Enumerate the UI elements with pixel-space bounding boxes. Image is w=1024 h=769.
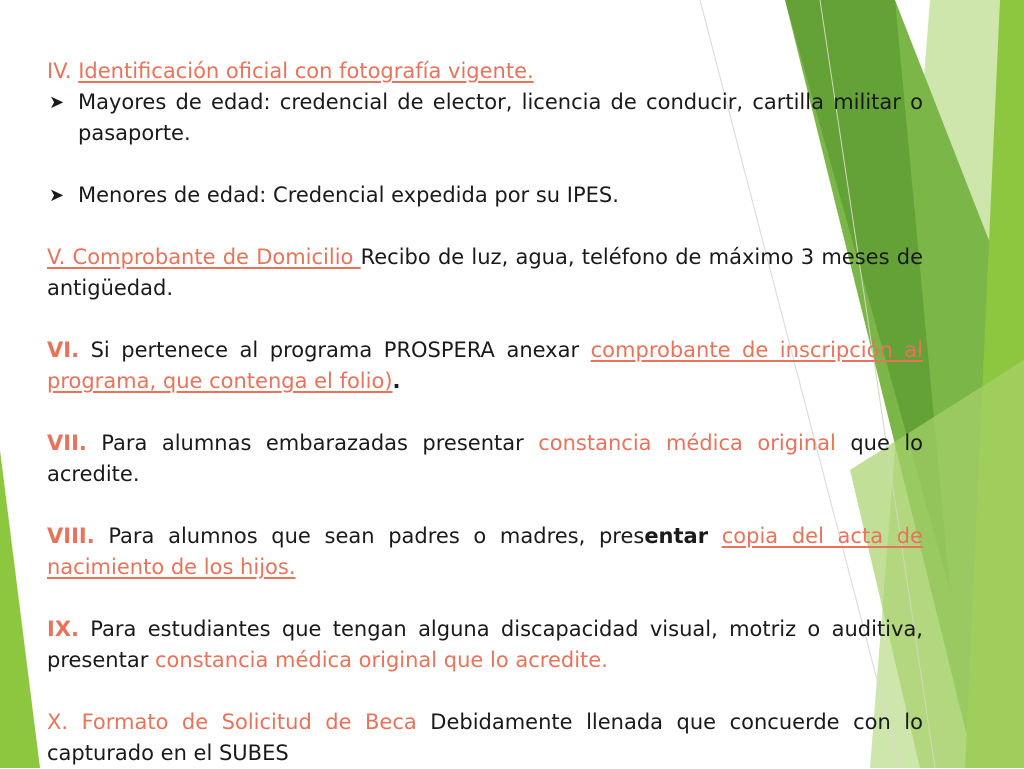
spacer [47, 583, 923, 614]
spacer [47, 304, 923, 335]
spacer [47, 211, 923, 242]
arrowhead-bullet-icon: ➤ [49, 92, 65, 113]
item-vi-text: Si pertenece al programa PROSPERA anexar [79, 338, 591, 362]
spacer [47, 149, 923, 180]
item-x-title: X. Formato de Solicitud de Beca [47, 710, 417, 734]
item-viii-bold: entar [644, 524, 709, 548]
item-x-text: Debidamente llenada que concuerde con lo capturado en el SUBES [47, 710, 923, 765]
item-iv-number: IV. [47, 59, 72, 83]
item-vi-end: . [392, 369, 401, 393]
item-v-text: Recibo de luz, agua, teléfono de máximo 3 meses de antigüedad. [47, 245, 923, 300]
item-viii [47, 521, 923, 583]
item-iv [47, 56, 923, 87]
item-vi-number: VI. [47, 338, 80, 362]
arrowhead-bullet-icon: ➤ [49, 185, 65, 206]
item-v [47, 242, 923, 304]
bullet-minors-text: Menores de edad: Credencial expedida por su IPES. [78, 183, 619, 207]
spacer [47, 490, 923, 521]
item-vi [47, 335, 923, 397]
slide-content [47, 56, 923, 769]
item-x [47, 707, 923, 769]
item-vii-highlight: constancia médica original [538, 431, 836, 455]
item-vii [47, 428, 923, 490]
item-ix-number: IX. [47, 617, 79, 641]
bullet-adults [47, 87, 923, 149]
green-shape-left [0, 450, 40, 768]
item-vi-link: comprobante de inscripción al programa, que contenga el folio) [47, 338, 923, 393]
item-ix [47, 614, 923, 676]
spacer [47, 676, 923, 707]
bullet-adults-text: Mayores de edad: credencial de elector, licencia de conducir, cartilla militar o pasaporte. [78, 90, 923, 145]
item-viii-text: Para alumnos que sean padres o madres, pres [94, 524, 645, 548]
item-viii-number: VIII. [47, 524, 95, 548]
spacer [47, 397, 923, 428]
item-ix-text: Para estudiantes que tengan alguna discapacidad visual, motriz o auditiva, presentar [47, 617, 923, 672]
item-vii-number: VII. [47, 431, 87, 455]
item-vii-end: que lo acredite. [47, 431, 924, 486]
item-viii-link: copia del acta de nacimiento de los hijos. [47, 524, 923, 579]
item-vii-text: Para alumnas embarazadas presentar [86, 431, 539, 455]
bullet-minors [47, 180, 923, 211]
item-iv-title: Identificación oficial con fotografía vigente. [78, 59, 534, 83]
item-ix-highlight: constancia médica original que lo acredite. [155, 648, 608, 672]
item-v-title: V. Comprobante de Domicilio [47, 245, 361, 269]
item-viii-space [708, 524, 722, 548]
